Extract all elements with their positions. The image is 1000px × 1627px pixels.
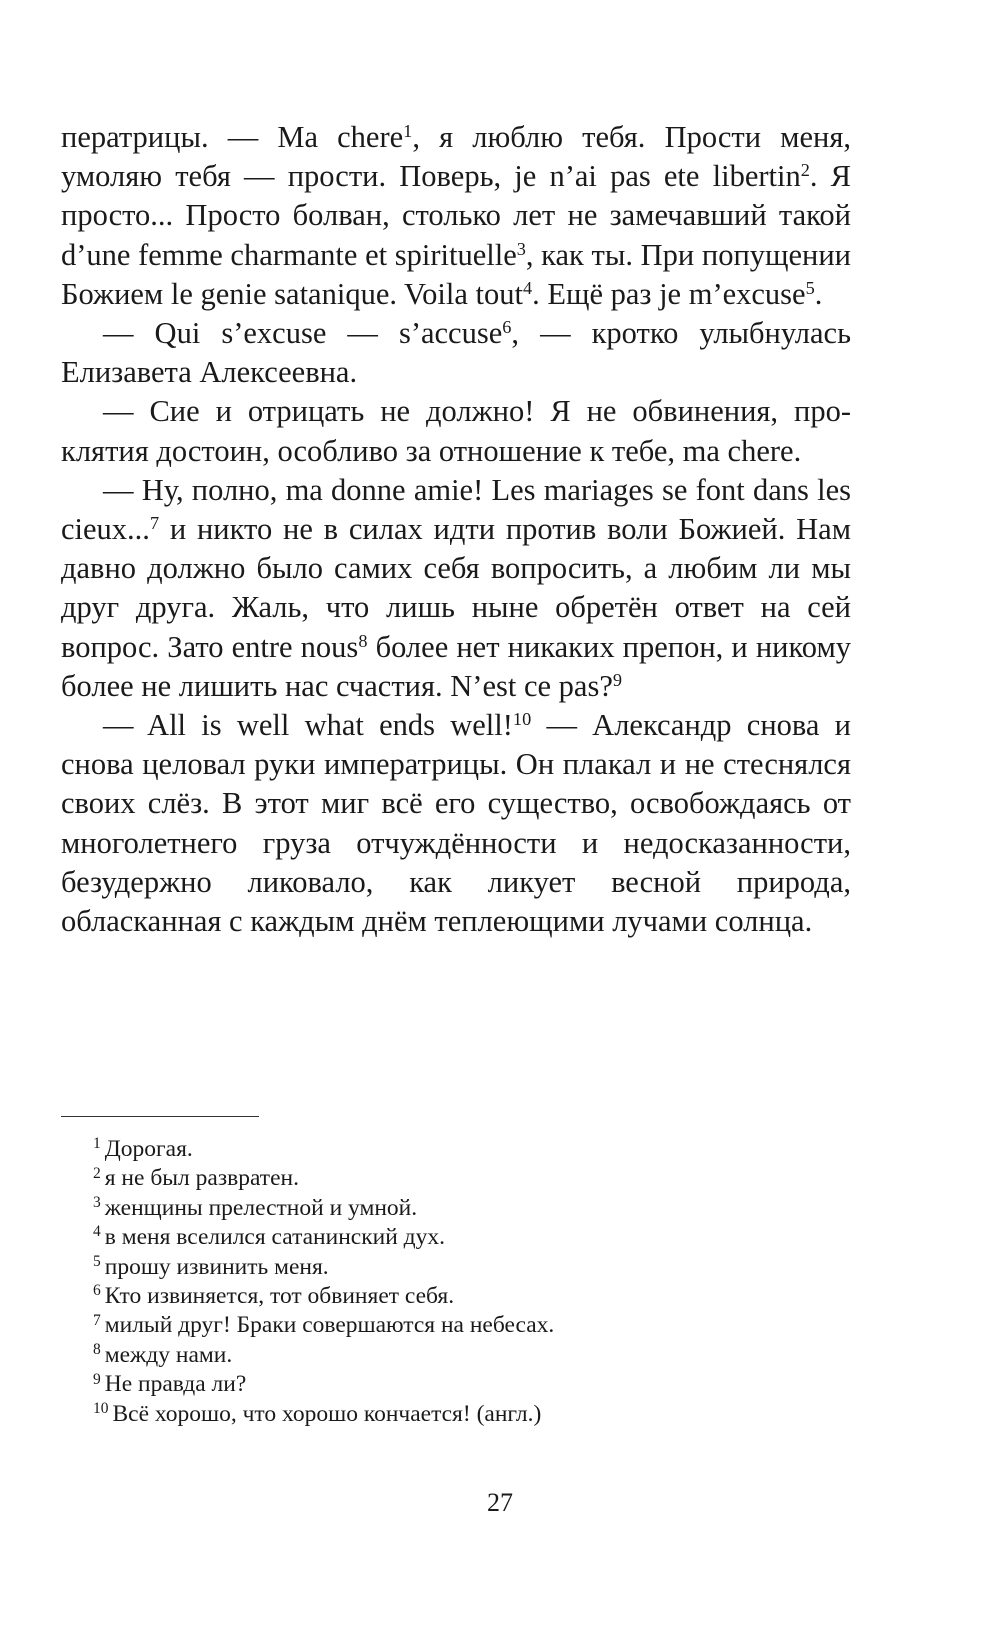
text-run: , — кротко улыбнулась Елизавета Алексеевна. [61, 316, 851, 390]
footnote-ref: 8 [358, 630, 368, 651]
text-run: — Ну, полно, ma donne amie! Les mariages se font dans les cieux... [61, 472, 851, 547]
footnote-text: между нами. [104, 1341, 233, 1368]
footnote [93, 1253, 853, 1282]
text-run: — All is well what ends well! [103, 708, 513, 743]
footnote [93, 1311, 853, 1340]
footnote-text: в меня вселился сатанинский дух. [104, 1224, 445, 1251]
footnote-ref: 7 [149, 512, 160, 533]
footnote-number: 4 [93, 1223, 101, 1241]
footnote [93, 1400, 853, 1429]
footnote-ref: 9 [612, 669, 622, 690]
footnote-ref: 2 [800, 160, 810, 181]
footnote-ref: 5 [805, 277, 815, 298]
text-run: и никто не в силах идти против воли Божией. Нам давно должно было самих себя вопросить, а любим ли мы друг друга. Жаль, что лишь ныне обретён ответ на сей вопрос. Зато entre nous [61, 512, 851, 664]
paragraph [61, 471, 851, 706]
paragraph [61, 314, 851, 392]
text-run: . Ещё раз je m’excuse [532, 276, 806, 311]
footnote [93, 1223, 853, 1252]
footnote-text: я не был развратен. [104, 1165, 299, 1192]
footnote-separator [61, 1116, 259, 1117]
text-run: более нет никаких препон, и никому более не лишить нас счастия. N’est ce pas? [61, 629, 851, 703]
paragraph [61, 118, 851, 314]
footnote-number: 3 [93, 1194, 101, 1212]
footnote-ref: 10 [512, 708, 532, 729]
footnote [93, 1194, 853, 1223]
footnote [93, 1282, 853, 1311]
footnote-text: прошу извинить меня. [104, 1253, 329, 1280]
footnote-number: 10 [93, 1399, 109, 1417]
footnote-text: Всё хорошо, что хорошо кончается! (англ.) [112, 1400, 542, 1427]
footnote-ref: 1 [403, 120, 413, 141]
footnote-text: женщины прелестной и умной. [104, 1194, 418, 1221]
footnote-number: 1 [93, 1135, 101, 1153]
footnote-ref: 3 [516, 238, 526, 259]
footnote-text: Кто извиняется, тот обвиняет себя. [104, 1283, 455, 1310]
footnote-ref: 4 [522, 277, 533, 298]
footnote-text: Не правда ли? [104, 1371, 247, 1398]
footnote [93, 1370, 853, 1399]
footnote [93, 1164, 853, 1193]
footnotes [93, 1135, 853, 1429]
paragraph [61, 706, 851, 941]
text-run: — Qui s’excuse — s’accuse [103, 316, 503, 351]
footnote-number: 8 [93, 1341, 101, 1359]
text-run: ператрицы. — Ma chere [61, 120, 404, 154]
page-body [61, 118, 851, 941]
footnote-ref: 6 [502, 316, 512, 337]
footnote-text: милый друг! Браки совершаются на небесах. [104, 1312, 555, 1339]
footnote-number: 9 [93, 1370, 101, 1388]
footnote-number: 7 [93, 1311, 101, 1329]
footnote-text: Дорогая. [104, 1136, 193, 1162]
page-number: 27 [487, 1488, 513, 1517]
text-run: , как ты. При попущении Божием le genie satanique. Voila tout [61, 237, 852, 311]
text-run: , я люблю тебя. Прости меня, умоляю тебя — прости. Поверь, je n’ai pas ete libertin [61, 120, 851, 194]
text-run: . Я просто... Просто болван, столько лет не замечавший такой d’une femme charmante et spirituelle [61, 159, 852, 272]
paragraph [61, 392, 851, 470]
main-text [61, 118, 851, 941]
text-run: . [814, 276, 823, 311]
text-run: — Сие и отрицать не должно! Я не обвинения, проклятия достоин, особливо за отношение к тебе, ma chere. [61, 394, 851, 468]
footnote-number: 5 [93, 1252, 101, 1270]
footnote [93, 1341, 853, 1370]
footnote-number: 2 [93, 1164, 101, 1182]
footnote [93, 1135, 853, 1164]
text-run: — Александр снова и снова целовал руки императрицы. Он плакал и не стеснялся своих слёз. В этот миг всё его существо, освобождаясь от многолетнего груза отчуждённости и недосказанности, безудержно ликовало, как ликует весной природа, обласканная с каждым днём теплеющими лучами солнца. [61, 708, 851, 939]
footnote-number: 6 [93, 1282, 101, 1300]
